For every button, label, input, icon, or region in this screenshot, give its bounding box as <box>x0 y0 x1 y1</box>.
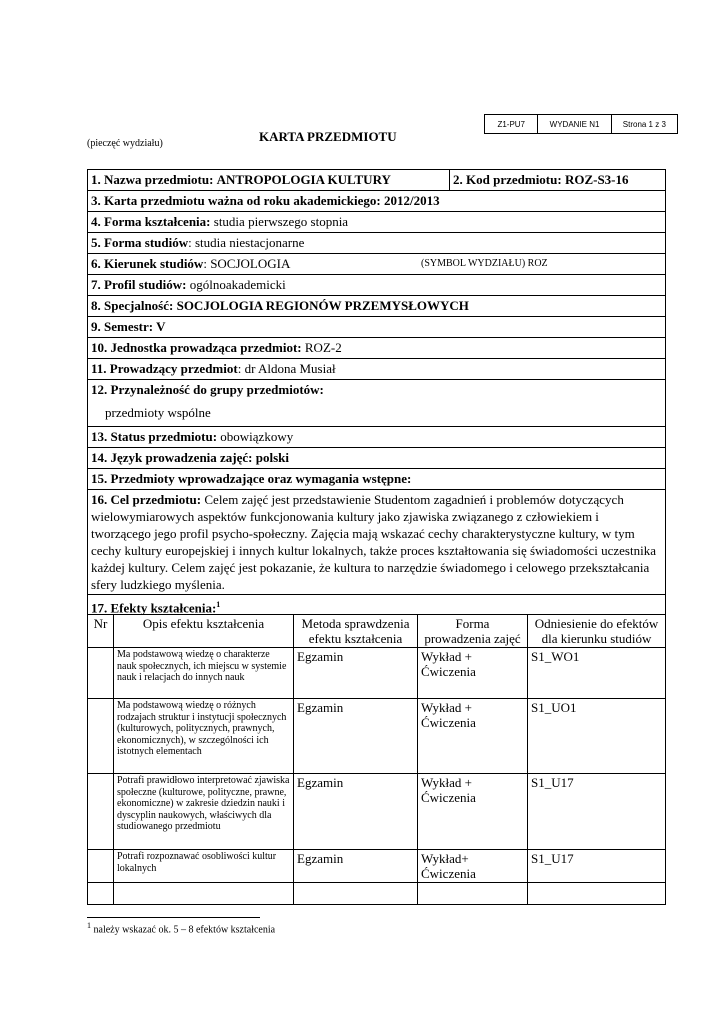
study-form-value: : studia niestacjonarne <box>188 235 305 250</box>
status-value: obowiązkowy <box>220 429 294 444</box>
field-row-13 <box>88 427 666 448</box>
course-name-label: 1. Nazwa przedmiotu: <box>91 172 214 187</box>
semester-label: 9. Semestr: V <box>91 319 166 334</box>
field-of-study-label: 6. Kierunek studiów <box>91 256 204 271</box>
table-row <box>88 648 666 699</box>
unit-label: 10. Jednostka prowadząca przedmiot: <box>91 340 302 355</box>
effect-reference: S1_UO1 <box>528 699 666 774</box>
group-value: przedmioty wspólne <box>105 405 211 420</box>
footnote-text: należy wskazać ok. 5 – 8 efektów kształcenia <box>93 924 276 936</box>
effect-description: Potrafi rozpoznawać osobliwości kultur lokalnych <box>114 850 294 883</box>
effect-form <box>418 883 528 905</box>
doc-page: Strona 1 z 3 <box>622 119 666 129</box>
field-row-11 <box>88 359 666 380</box>
effect-form: Wykład + Ćwiczenia <box>418 774 528 850</box>
field-row-8 <box>88 296 666 317</box>
effect-reference: S1_U17 <box>528 850 666 883</box>
language-label: 14. Język prowadzenia zajęć: polski <box>91 450 289 465</box>
effect-description: Potrafi prawidłowo interpretować zjawiska społeczne (kulturowe, polityczne, prawne, ekonomiczne) w zakresie dziedzin nauki i dyscyplin naukowych, właściwych dla studiowanego przedmiotu <box>114 774 294 850</box>
field-row-15 <box>88 469 666 490</box>
effects-footnote-mark: 1 <box>216 600 221 609</box>
specialty-label: 8. Specjalność: <box>91 298 174 313</box>
page-title: KARTA PRZEDMIOTU <box>259 129 397 144</box>
effect-description <box>114 883 294 905</box>
effects-header-row <box>88 615 666 648</box>
table-row <box>88 850 666 883</box>
effect-reference: S1_WO1 <box>528 648 666 699</box>
lecturer-label: 11. Prowadzący przedmiot <box>91 361 238 376</box>
course-code-value: ROZ-S3-16 <box>564 172 629 187</box>
header-reference: Odniesienie do efektów dla kierunku studiów <box>528 615 666 648</box>
effects-label: 17. Efekty kształcenia: <box>91 600 217 616</box>
goal-value: Celem zajęć jest przedstawienie Studentom zagadnień i problemów dotyczących wielowymiarowych aspektów funkcjonowania kultury jako zjawiska związanego z człowiekiem i tworzącego jego profil psycho-społeczny. Zajęcia mają wskazać cechy charakterystyczne kultury, w tym cechy kultury europejskiej i innych kultur lokalnych, także proces kształtowania się świadomości uczestnika każdej kultury. Celem zajęć jest pokazanie, że kultura to narzędzie świadomego i celowego przekształcania sfery ludzkiego myślenia. <box>91 492 656 592</box>
education-form-value: studia pierwszego stopnia <box>213 214 349 229</box>
effect-method: Egzamin <box>294 648 418 699</box>
field-row-4 <box>88 212 666 233</box>
field-row-10 <box>88 338 666 359</box>
profile-value: ogólnoakademicki <box>189 277 286 292</box>
study-form-label: 5. Forma studiów <box>91 235 189 250</box>
course-code-label: 2. Kod przedmiotu: <box>453 172 562 187</box>
effect-method <box>294 883 418 905</box>
doc-edition: WYDANIE N1 <box>538 115 611 133</box>
course-code-cell <box>450 170 666 191</box>
profile-label: 7. Profil studiów: <box>91 277 187 292</box>
footnote-separator <box>87 917 260 918</box>
faculty-stamp-label: (pieczęć wydziału) <box>87 138 163 149</box>
document-code-box <box>484 114 678 134</box>
effect-description: Ma podstawową wiedzę o charakterze nauk społecznych, ich miejscu w systemie nauk i relacjach do innych nauk <box>114 648 294 699</box>
field-row-5 <box>88 233 666 254</box>
lecturer-value: : dr Aldona Musiał <box>237 361 336 376</box>
footnote-mark: 1 <box>87 921 91 930</box>
table-row <box>88 883 666 905</box>
effects-table <box>87 614 666 905</box>
table-row <box>88 699 666 774</box>
effect-form: Wykład + Ćwiczenia <box>418 699 528 774</box>
field-row-12 <box>88 380 666 427</box>
unit-value: ROZ-2 <box>304 340 342 355</box>
goal-label: 16. Cel przedmiotu: <box>91 492 202 507</box>
valid-year-label: 3. Karta przedmiotu ważna od roku akademickiego: <box>91 193 381 208</box>
specialty-value: SOCJOLOGIA REGIONÓW PRZEMYSŁOWYCH <box>176 298 469 313</box>
field-row-6 <box>88 254 666 275</box>
effect-method: Egzamin <box>294 850 418 883</box>
course-card-table <box>87 169 666 617</box>
effect-reference: S1_U17 <box>528 774 666 850</box>
effect-nr <box>88 699 114 774</box>
footnote <box>87 921 275 935</box>
group-label: 12. Przynależność do grupy przedmiotów: <box>91 382 324 397</box>
header-description: Opis efektu kształcenia <box>114 615 294 648</box>
valid-year-value: 2012/2013 <box>383 193 440 208</box>
status-label: 13. Status przedmiotu: <box>91 429 218 444</box>
header-form: Forma prowadzenia zajęć <box>418 615 528 648</box>
effect-form: Wykład+ Ćwiczenia <box>418 850 528 883</box>
effect-method: Egzamin <box>294 699 418 774</box>
course-name-cell <box>88 170 450 191</box>
field-row-7 <box>88 275 666 296</box>
effect-reference <box>528 883 666 905</box>
table-row <box>88 774 666 850</box>
header-nr: Nr <box>88 615 114 648</box>
doc-code: Z1-PU7 <box>485 115 538 133</box>
effect-nr <box>88 883 114 905</box>
field-row-14 <box>88 448 666 469</box>
effect-nr <box>88 774 114 850</box>
faculty-symbol: (SYMBOL WYDZIAŁU) ROZ <box>421 258 548 269</box>
effect-method: Egzamin <box>294 774 418 850</box>
effect-nr <box>88 648 114 699</box>
header-method: Metoda sprawdzenia efektu kształcenia <box>294 615 418 648</box>
effect-description: Ma podstawową wiedzę o różnych rodzajach struktur i instytucji społecznych (kulturowych, politycznych, prawnych, ekonomicznych), w szczególności ich istotnych elementach <box>114 699 294 774</box>
prerequisites-label: 15. Przedmioty wprowadzające oraz wymagania wstępne: <box>91 471 412 486</box>
education-form-label: 4. Forma kształcenia: <box>91 214 211 229</box>
field-row-3 <box>88 191 666 212</box>
effect-nr <box>88 850 114 883</box>
field-row-9 <box>88 317 666 338</box>
effect-form: Wykład + Ćwiczenia <box>418 648 528 699</box>
field-row-1 <box>88 170 666 191</box>
field-row-16 <box>88 490 666 595</box>
field-of-study-value: : SOCJOLOGIA <box>203 256 291 271</box>
course-name-value: ANTROPOLOGIA KULTURY <box>216 172 391 187</box>
